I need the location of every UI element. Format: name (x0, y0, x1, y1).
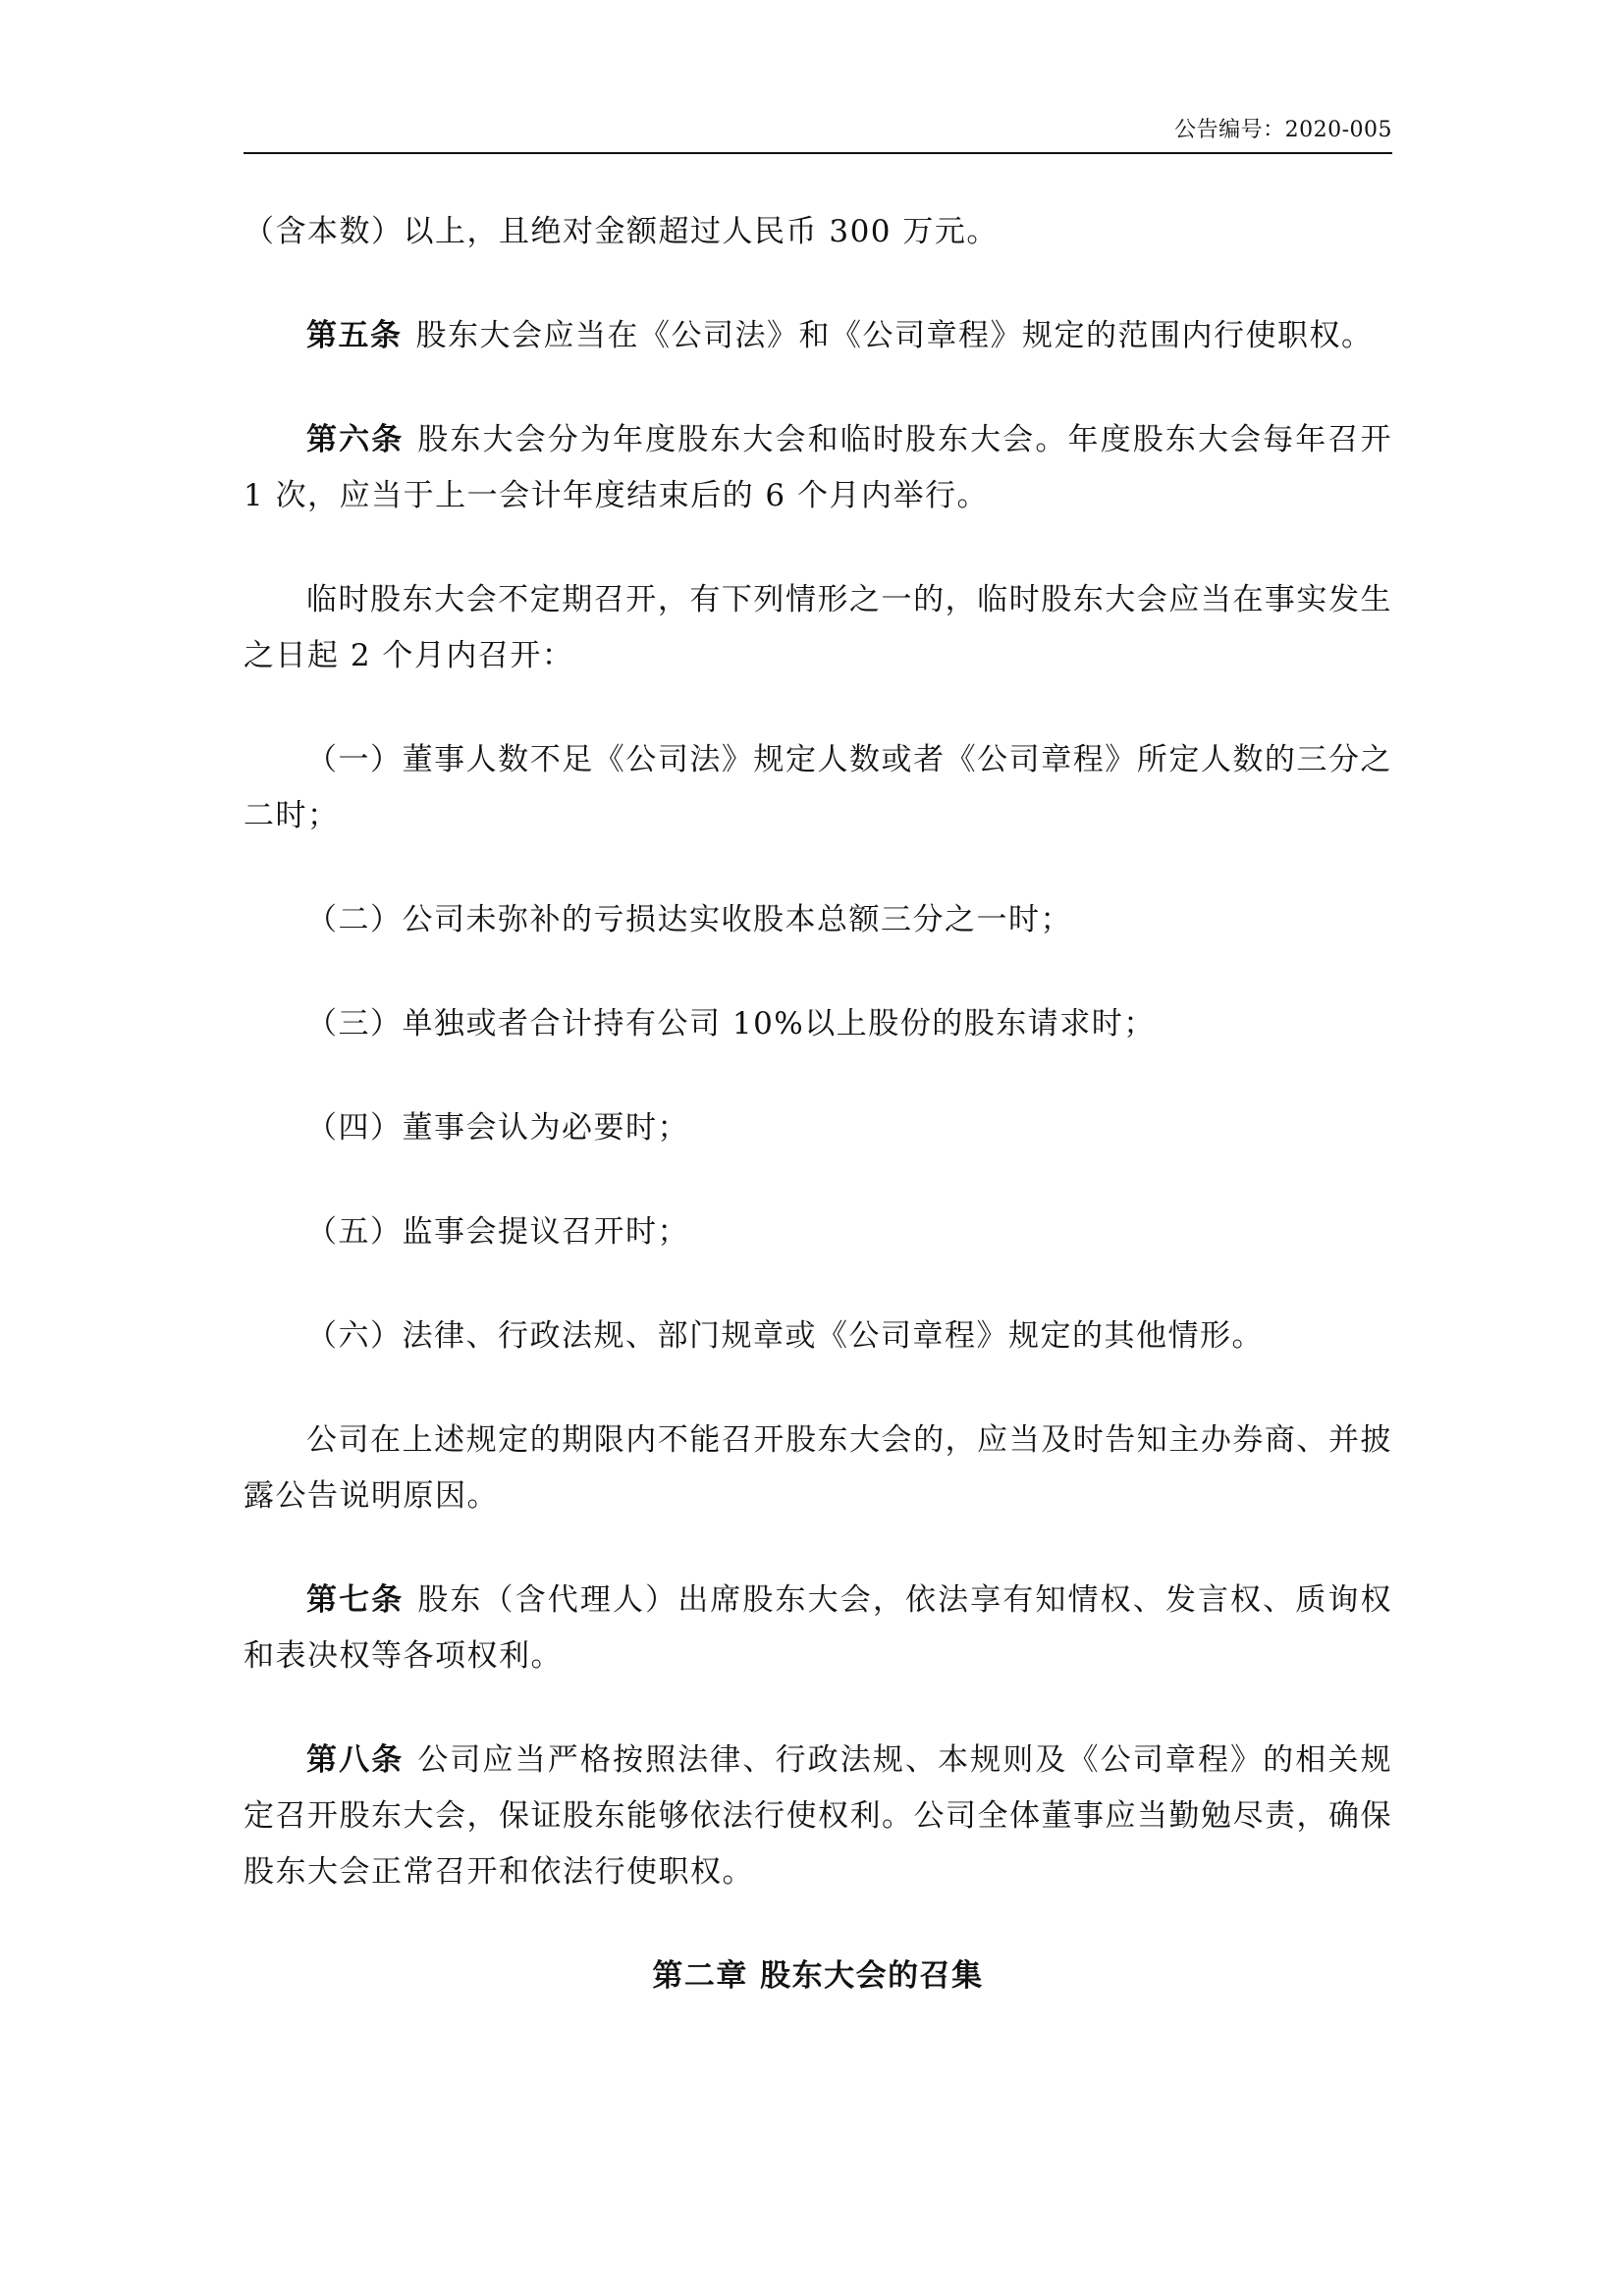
list-item-text: （一）董事人数不足《公司法》规定人数或者《公司章程》所定人数的三分之二时； (244, 742, 1392, 833)
paragraph (244, 1413, 1392, 1524)
article-text: 股东大会应当在《公司法》和《公司章程》规定的范围内行使职权。 (415, 318, 1374, 353)
article-text: 股东大会分为年度股东大会和临时股东大会。年度股东大会每年召开 1 次，应当于上一会计年度结束后的 6 个月内举行。 (244, 422, 1392, 513)
list-item (244, 996, 1392, 1052)
list-item (244, 1204, 1392, 1260)
page-header (244, 116, 1392, 151)
continued-paragraph (244, 204, 1392, 260)
list-item (244, 892, 1392, 948)
paragraph-text: 临时股东大会不定期召开，有下列情形之一的，临时股东大会应当在事实发生之日起 2 个月内召开： (244, 582, 1392, 673)
paragraph-text: （含本数）以上，且绝对金额超过人民币 300 万元。 (244, 214, 999, 249)
paragraph (244, 572, 1392, 684)
article-label: 第八条 (306, 1742, 405, 1778)
list-item-text: （四）董事会认为必要时； (306, 1110, 689, 1146)
article-text: 公司应当严格按照法律、行政法规、本规则及《公司章程》的相关规定召开股东大会，保证股东能够依法行使权利。公司全体董事应当勤勉尽责，确保股东大会正常召开和依法行使职权。 (244, 1742, 1392, 1890)
list-item-text: （二）公司未弥补的亏损达实收股本总额三分之一时； (306, 902, 1072, 937)
chapter-heading: 第二章 股东大会的召集 (652, 1958, 984, 1994)
list-item (244, 732, 1392, 844)
header-rule (244, 152, 1392, 154)
article-6 (244, 412, 1392, 524)
article-5 (244, 308, 1392, 364)
list-item-text: （六）法律、行政法规、部门规章或《公司章程》规定的其他情形。 (306, 1318, 1264, 1354)
list-item (244, 1100, 1392, 1156)
document-body (244, 204, 1392, 2004)
paragraph-text: 公司在上述规定的期限内不能召开股东大会的，应当及时告知主办券商、并披露公告说明原因。 (244, 1422, 1392, 1514)
list-item-text: （三）单独或者合计持有公司 10%以上股份的股东请求时； (306, 1006, 1156, 1041)
article-8 (244, 1733, 1392, 1900)
list-item (244, 1308, 1392, 1364)
article-label: 第六条 (306, 422, 405, 457)
announcement-number: 公告编号：2020-005 (1174, 118, 1392, 142)
article-7 (244, 1573, 1392, 1684)
article-label: 第五条 (306, 318, 403, 353)
list-item-text: （五）监事会提议召开时； (306, 1214, 689, 1250)
article-text: 股东（含代理人）出席股东大会，依法享有知情权、发言权、质询权和表决权等各项权利。 (244, 1582, 1392, 1674)
article-label: 第七条 (306, 1582, 405, 1618)
